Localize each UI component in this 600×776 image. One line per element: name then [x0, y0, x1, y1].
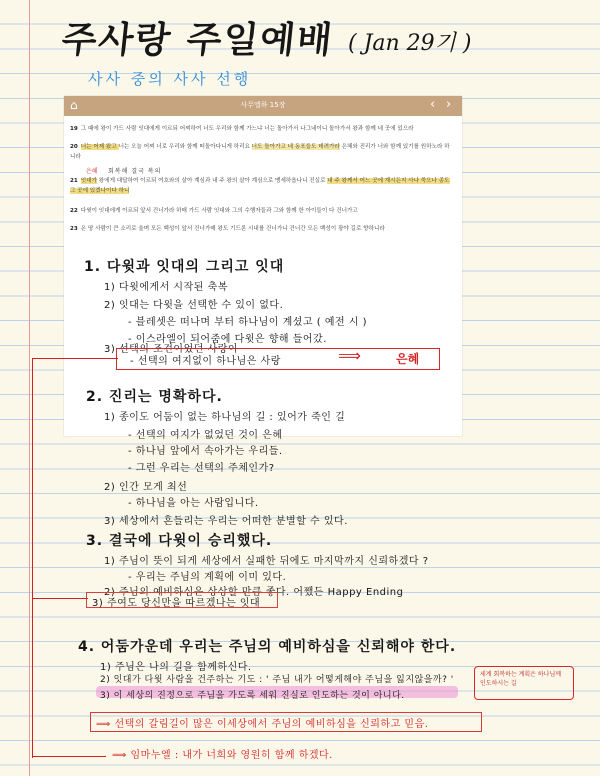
s4-item-1: 1) 주님은 나의 길을 함께하신다. — [100, 662, 252, 673]
s2-item-6: - 하나님을 아는 사람입니다. — [128, 498, 259, 509]
connector-line — [32, 358, 33, 758]
s3-item-4: 3) 주여도 당신만을 따르겠나는 잇대 — [92, 598, 261, 609]
s2-item-1: 1) 종이도 어둠이 없는 하나님의 길 : 있어가 죽인 길 — [104, 412, 346, 423]
side-note: 세계 회복하는 계획은 하나님께 인도하시는 길 — [480, 671, 562, 687]
date-label: ( Jan 29기 ) — [348, 31, 472, 56]
s1-item-6: - 선택의 여지없이 하나님은 사랑 — [130, 356, 281, 367]
s1-result: 은혜 — [396, 352, 420, 366]
s1-item-3: - 블레셋은 떠나며 부터 하나님이 계셨고 ( 예전 시 ) — [128, 317, 368, 328]
s3-item-1: 1) 주님이 뜻이 되게 세상에서 실패한 뒤에도 마지막까지 신뢰하겠다 ? — [104, 556, 429, 567]
s4-item-3: 3) 이 세상의 진정으로 주님을 가도록 세워 진실로 인도하는 것이 아니다. — [100, 691, 405, 701]
s1-item-5: 3) 선택의 조건이었던 사랑이 — [104, 344, 239, 355]
section-2-title: 2. 진리는 명확하다. — [86, 389, 223, 405]
page-title: 주사랑 주일예배 — [59, 20, 336, 61]
verse-22: 22 다윗이 잇대에게 이르되 앞서 건너가라 하매 가드 사람 잇대와 그의 수행자들과 그와 함께 한 아이들이 다 건너가고 — [70, 208, 358, 214]
section-1-title: 1. 다윗과 잇대의 그리고 잇대 — [84, 259, 285, 275]
sermon-subtitle: 사사 중의 사사 선행 — [88, 70, 252, 88]
s1-item-4: - 이스라엘이 되어줌에 다윗은 향해 들어갔. — [128, 334, 327, 345]
s4-item-4: ⟹ 선택의 갈림길이 많은 이세상에서 주님의 예비하심을 신뢰하고 믿음. — [96, 719, 429, 730]
verse-19: 19 그 때에 왕이 가드 사람 잇대에게 이르되 어찌하여 너도 우리와 함께 가느냐 너는 돌아가서 나그네이니 돌아가서 왕과 함께 네 곳에 있으라 — [70, 126, 414, 132]
bible-toolbar — [64, 96, 462, 116]
s4-item-2: 2) 잇대가 다윗 사람을 건주하는 기도 : ' 주님 내가 어떻게해야 주님을 잃지않을까? ' — [100, 675, 454, 685]
s2-item-3: - 하나님 앞에서 속아가는 우리들. — [128, 446, 283, 457]
s1-item-2: 2) 잇대는 다윗을 선택한 수 있이 없다. — [104, 300, 284, 311]
s4-item-5: ⟹ 임마누엘 : 내가 너희와 영원히 함께 하겠다. — [112, 750, 333, 761]
section-3-title: 3. 결국에 다윗이 승리했다. — [86, 533, 273, 549]
s3-item-2: - 우리는 주님의 계획에 이미 있다. — [128, 572, 287, 583]
connector-line-bottom — [32, 756, 106, 757]
connector-line-mid — [32, 598, 88, 599]
verse-annotation-red: 은혜 — [86, 168, 98, 175]
chevron-left-icon[interactable]: ‹ — [430, 97, 436, 112]
home-icon[interactable]: ⌂ — [70, 98, 78, 112]
chapter-title: 사무엘하 15장 — [240, 101, 286, 109]
s2-item-4: - 그런 우리는 선택의 주체인가? — [128, 463, 275, 474]
s3-item-3: 2) 주님의 예비하심은 상상할 만큼 좋다. 어쨌든 Happy Ending — [104, 587, 404, 598]
verse-23: 23 온 땅 사람이 큰 소리로 울며 모든 백성이 앞서 건너가매 왕도 기드론 시내를 건너가니 건너간 모든 백성이 광야 길로 향하니라 — [70, 226, 385, 232]
s2-item-7: 3) 세상에서 흔들리는 우리는 어떠한 분별할 수 있다. — [104, 516, 348, 527]
section-4-title: 4. 어둠가운데 우리는 주님의 예비하심을 신뢰해야 한다. — [78, 639, 457, 655]
arrow-right-icon: ⟹ — [338, 346, 361, 365]
connector-line-top — [32, 358, 118, 359]
s2-item-5: 2) 인간 모게 최선 — [104, 482, 188, 493]
verse-20: 20 너는 어제 왔고 너는 오늘 어찌 너로 우리와 함께 떠돌아다니게 하리요 너도 돌아가고 네 동포들도 데려가라 은혜와 진리가 너와 함께 있기를 원하노라 하니라 — [70, 144, 450, 160]
verse-annotation: 회복해 결국 복의 — [108, 168, 162, 175]
s2-item-2: - 선택의 여지가 없었던 것이 은혜 — [128, 430, 283, 441]
s1-item-1: 1) 다윗에게서 시작된 축복 — [104, 282, 228, 293]
chevron-right-icon[interactable]: › — [446, 97, 452, 112]
verse-21: 21 잇대가 왕에게 대답하여 이르되 여호와의 살아 계심과 내 주 왕의 살아 계심으로 맹세하옵나니 진실로 내 주 왕께서 어느 곳에 계시든지 사나 죽으나 종도 그 곳에 있겠나이다 하니 — [70, 178, 450, 194]
